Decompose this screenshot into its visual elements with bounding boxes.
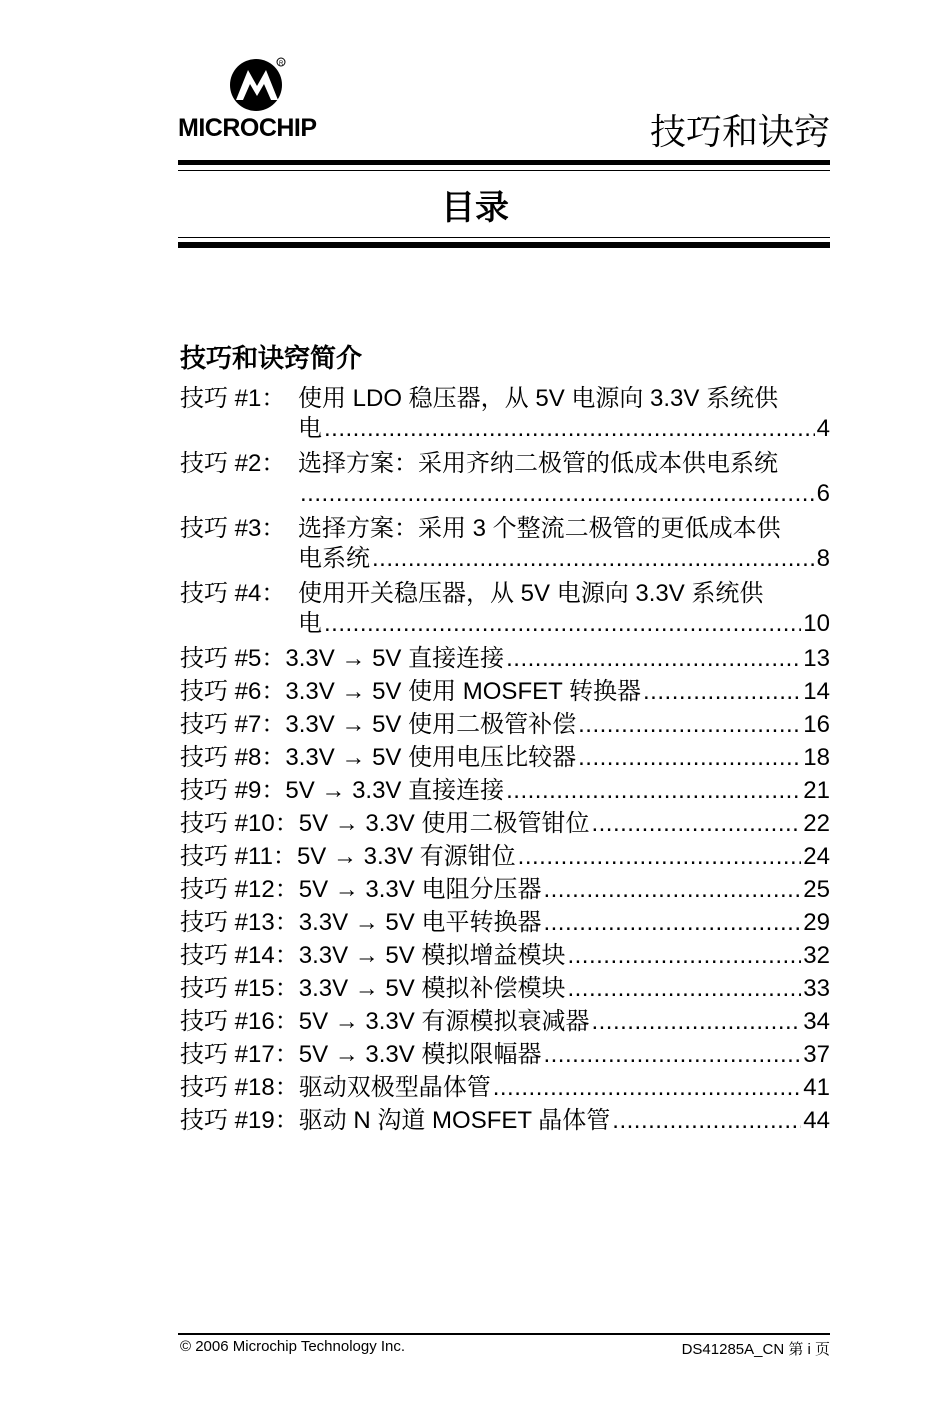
section-title: 技巧和诀窍简介	[180, 344, 363, 374]
toc-entry-title: 选择方案：采用齐纳二极管的低成本供电系统	[298, 450, 778, 477]
toc-page-number: 10	[803, 610, 830, 637]
toc-entry-label: 技巧 #6：	[180, 678, 286, 705]
toc-entry-title: 5V → 3.3V 有源钳位	[296, 843, 516, 870]
toc-entry-title-continued: 电	[298, 610, 322, 637]
toc-entry-title: 5V → 3.3V 直接连接	[285, 777, 505, 804]
toc-leader-dots	[506, 776, 801, 806]
toc-entry-label: 技巧 #14：	[180, 942, 299, 969]
toc-entry[interactable]	[180, 1073, 830, 1106]
toc-leader-dots	[543, 875, 801, 905]
toc-page-number: 25	[803, 876, 830, 903]
toc-leader-dots	[591, 1007, 801, 1037]
toc-leader-dots	[543, 908, 801, 938]
toc-entry-label: 技巧 #13：	[180, 909, 299, 936]
toc-entry-title: 5V → 3.3V 使用二极管钳位	[298, 810, 590, 837]
toc-entry-title: 3.3V → 5V 模拟补偿模块	[298, 975, 566, 1002]
table-of-contents	[180, 384, 830, 1139]
toc-leader-dots	[324, 414, 815, 444]
toc-entry[interactable]	[180, 908, 830, 941]
toc-entry[interactable]	[180, 941, 830, 974]
toc-entry-title: 5V → 3.3V 电阻分压器	[298, 876, 542, 903]
toc-entry-title: 3.3V → 5V 直接连接	[285, 645, 505, 672]
toc-page-number: 32	[803, 942, 830, 969]
header-rule-thick-bottom	[178, 242, 830, 248]
toc-page-number: 34	[803, 1008, 830, 1035]
toc-leader-dots	[543, 1040, 801, 1070]
toc-leader-dots	[578, 710, 801, 740]
toc-entry[interactable]	[180, 842, 830, 875]
toc-heading	[0, 180, 950, 229]
toc-entry-title-continued: 电系统	[298, 545, 370, 572]
toc-entry-title: 5V → 3.3V 有源模拟衰减器	[298, 1008, 590, 1035]
toc-entry[interactable]	[180, 743, 830, 776]
toc-leader-dots	[643, 677, 801, 707]
header-rule-thin-bottom	[178, 237, 830, 238]
toc-leader-dots	[506, 644, 801, 674]
toc-entry-title: 驱动 N 沟道 MOSFET 晶体管	[298, 1107, 611, 1134]
toc-entry-label: 技巧 #11：	[180, 843, 297, 870]
toc-entry[interactable]	[180, 579, 830, 644]
toc-leader-dots	[518, 842, 802, 872]
toc-entry-label: 技巧 #17：	[180, 1041, 299, 1068]
toc-entry[interactable]	[180, 974, 830, 1007]
toc-entry-title: 使用开关稳压器，从 5V 电源向 3.3V 系统供	[298, 580, 764, 607]
microchip-logo	[178, 56, 338, 140]
toc-leader-dots	[372, 544, 815, 574]
toc-entry-title: 3.3V → 5V 使用二极管补偿	[285, 711, 577, 738]
microchip-logo-icon	[226, 56, 290, 114]
toc-entry-title: 驱动双极型晶体管	[298, 1074, 491, 1101]
toc-entry[interactable]	[180, 644, 830, 677]
toc-entry-title: 3.3V → 5V 模拟增益模块	[298, 942, 566, 969]
toc-entry[interactable]	[180, 1106, 830, 1139]
toc-leader-dots	[612, 1106, 801, 1136]
toc-page-number: 24	[803, 843, 830, 870]
toc-page-number: 33	[803, 975, 830, 1002]
toc-page-number: 29	[803, 909, 830, 936]
toc-entry[interactable]	[180, 384, 830, 449]
toc-entry-label: 技巧 #16：	[180, 1008, 299, 1035]
toc-leader-dots	[567, 974, 801, 1004]
toc-page-number: 4	[816, 415, 830, 442]
toc-entry[interactable]	[180, 809, 830, 842]
toc-entry-label: 技巧 #15：	[180, 975, 299, 1002]
toc-leader-dots	[578, 743, 801, 773]
footer-copyright: © 2006 Microchip Technology Inc.	[180, 1338, 406, 1355]
footer-rule	[178, 1333, 830, 1335]
toc-entry[interactable]	[180, 514, 830, 579]
toc-entry-title: 3.3V → 5V 电平转换器	[298, 909, 542, 936]
toc-heading-text: 目录	[441, 188, 509, 228]
toc-page-number: 41	[803, 1074, 830, 1101]
toc-entry-title-continued: 电	[298, 415, 322, 442]
toc-entry[interactable]	[180, 1007, 830, 1040]
toc-entry-title: 3.3V → 5V 使用电压比较器	[285, 744, 577, 771]
toc-entry[interactable]	[180, 1040, 830, 1073]
toc-entry-label: 技巧 #5：	[180, 645, 286, 672]
toc-entry-title: 5V → 3.3V 模拟限幅器	[298, 1041, 542, 1068]
toc-leader-dots	[567, 941, 801, 971]
toc-page-number: 21	[803, 777, 830, 804]
logo-wordmark: MICROCHIP	[178, 114, 317, 142]
footer-doc-id: DS41285A_CN 第 i 页	[681, 1341, 830, 1358]
toc-entry-label: 技巧 #2：	[180, 450, 286, 477]
toc-entry-title: 选择方案：采用 3 个整流二极管的更低成本供	[298, 515, 781, 542]
toc-page-number: 44	[803, 1107, 830, 1134]
toc-entry[interactable]	[180, 677, 830, 710]
toc-page-number: 14	[803, 678, 830, 705]
toc-entry[interactable]	[180, 875, 830, 908]
toc-leader-dots	[324, 609, 801, 639]
toc-page-number: 22	[803, 810, 830, 837]
header-rule-thick-top	[178, 160, 830, 165]
toc-entry-label: 技巧 #19：	[180, 1107, 299, 1134]
toc-entry-label: 技巧 #1：	[180, 385, 286, 412]
toc-entry-label: 技巧 #3：	[180, 515, 286, 542]
toc-page-number: 8	[816, 545, 830, 572]
toc-entry[interactable]	[180, 776, 830, 809]
toc-leader-dots	[300, 479, 815, 509]
toc-entry-label: 技巧 #9：	[180, 777, 286, 804]
document-title: 技巧和诀窍	[649, 112, 830, 153]
toc-entry-label: 技巧 #12：	[180, 876, 299, 903]
header-rule-thin-top	[178, 170, 830, 171]
toc-entry[interactable]	[180, 710, 830, 743]
toc-entry-label: 技巧 #10：	[180, 810, 299, 837]
toc-entry-label: 技巧 #7：	[180, 711, 286, 738]
toc-page-number: 37	[803, 1041, 830, 1068]
toc-page-number: 18	[803, 744, 830, 771]
svg-text:R: R	[279, 61, 284, 67]
toc-leader-dots	[493, 1073, 802, 1103]
toc-page-number: 6	[816, 480, 830, 507]
toc-entry-label: 技巧 #8：	[180, 744, 286, 771]
toc-entry-label: 技巧 #4：	[180, 580, 286, 607]
toc-page-number: 13	[803, 645, 830, 672]
toc-page-number: 16	[803, 711, 830, 738]
toc-entry[interactable]	[180, 449, 830, 514]
toc-leader-dots	[591, 809, 801, 839]
toc-entry-title: 3.3V → 5V 使用 MOSFET 转换器	[285, 678, 642, 705]
toc-entry-title: 使用 LDO 稳压器，从 5V 电源向 3.3V 系统供	[298, 385, 779, 412]
toc-entry-label: 技巧 #18：	[180, 1074, 299, 1101]
